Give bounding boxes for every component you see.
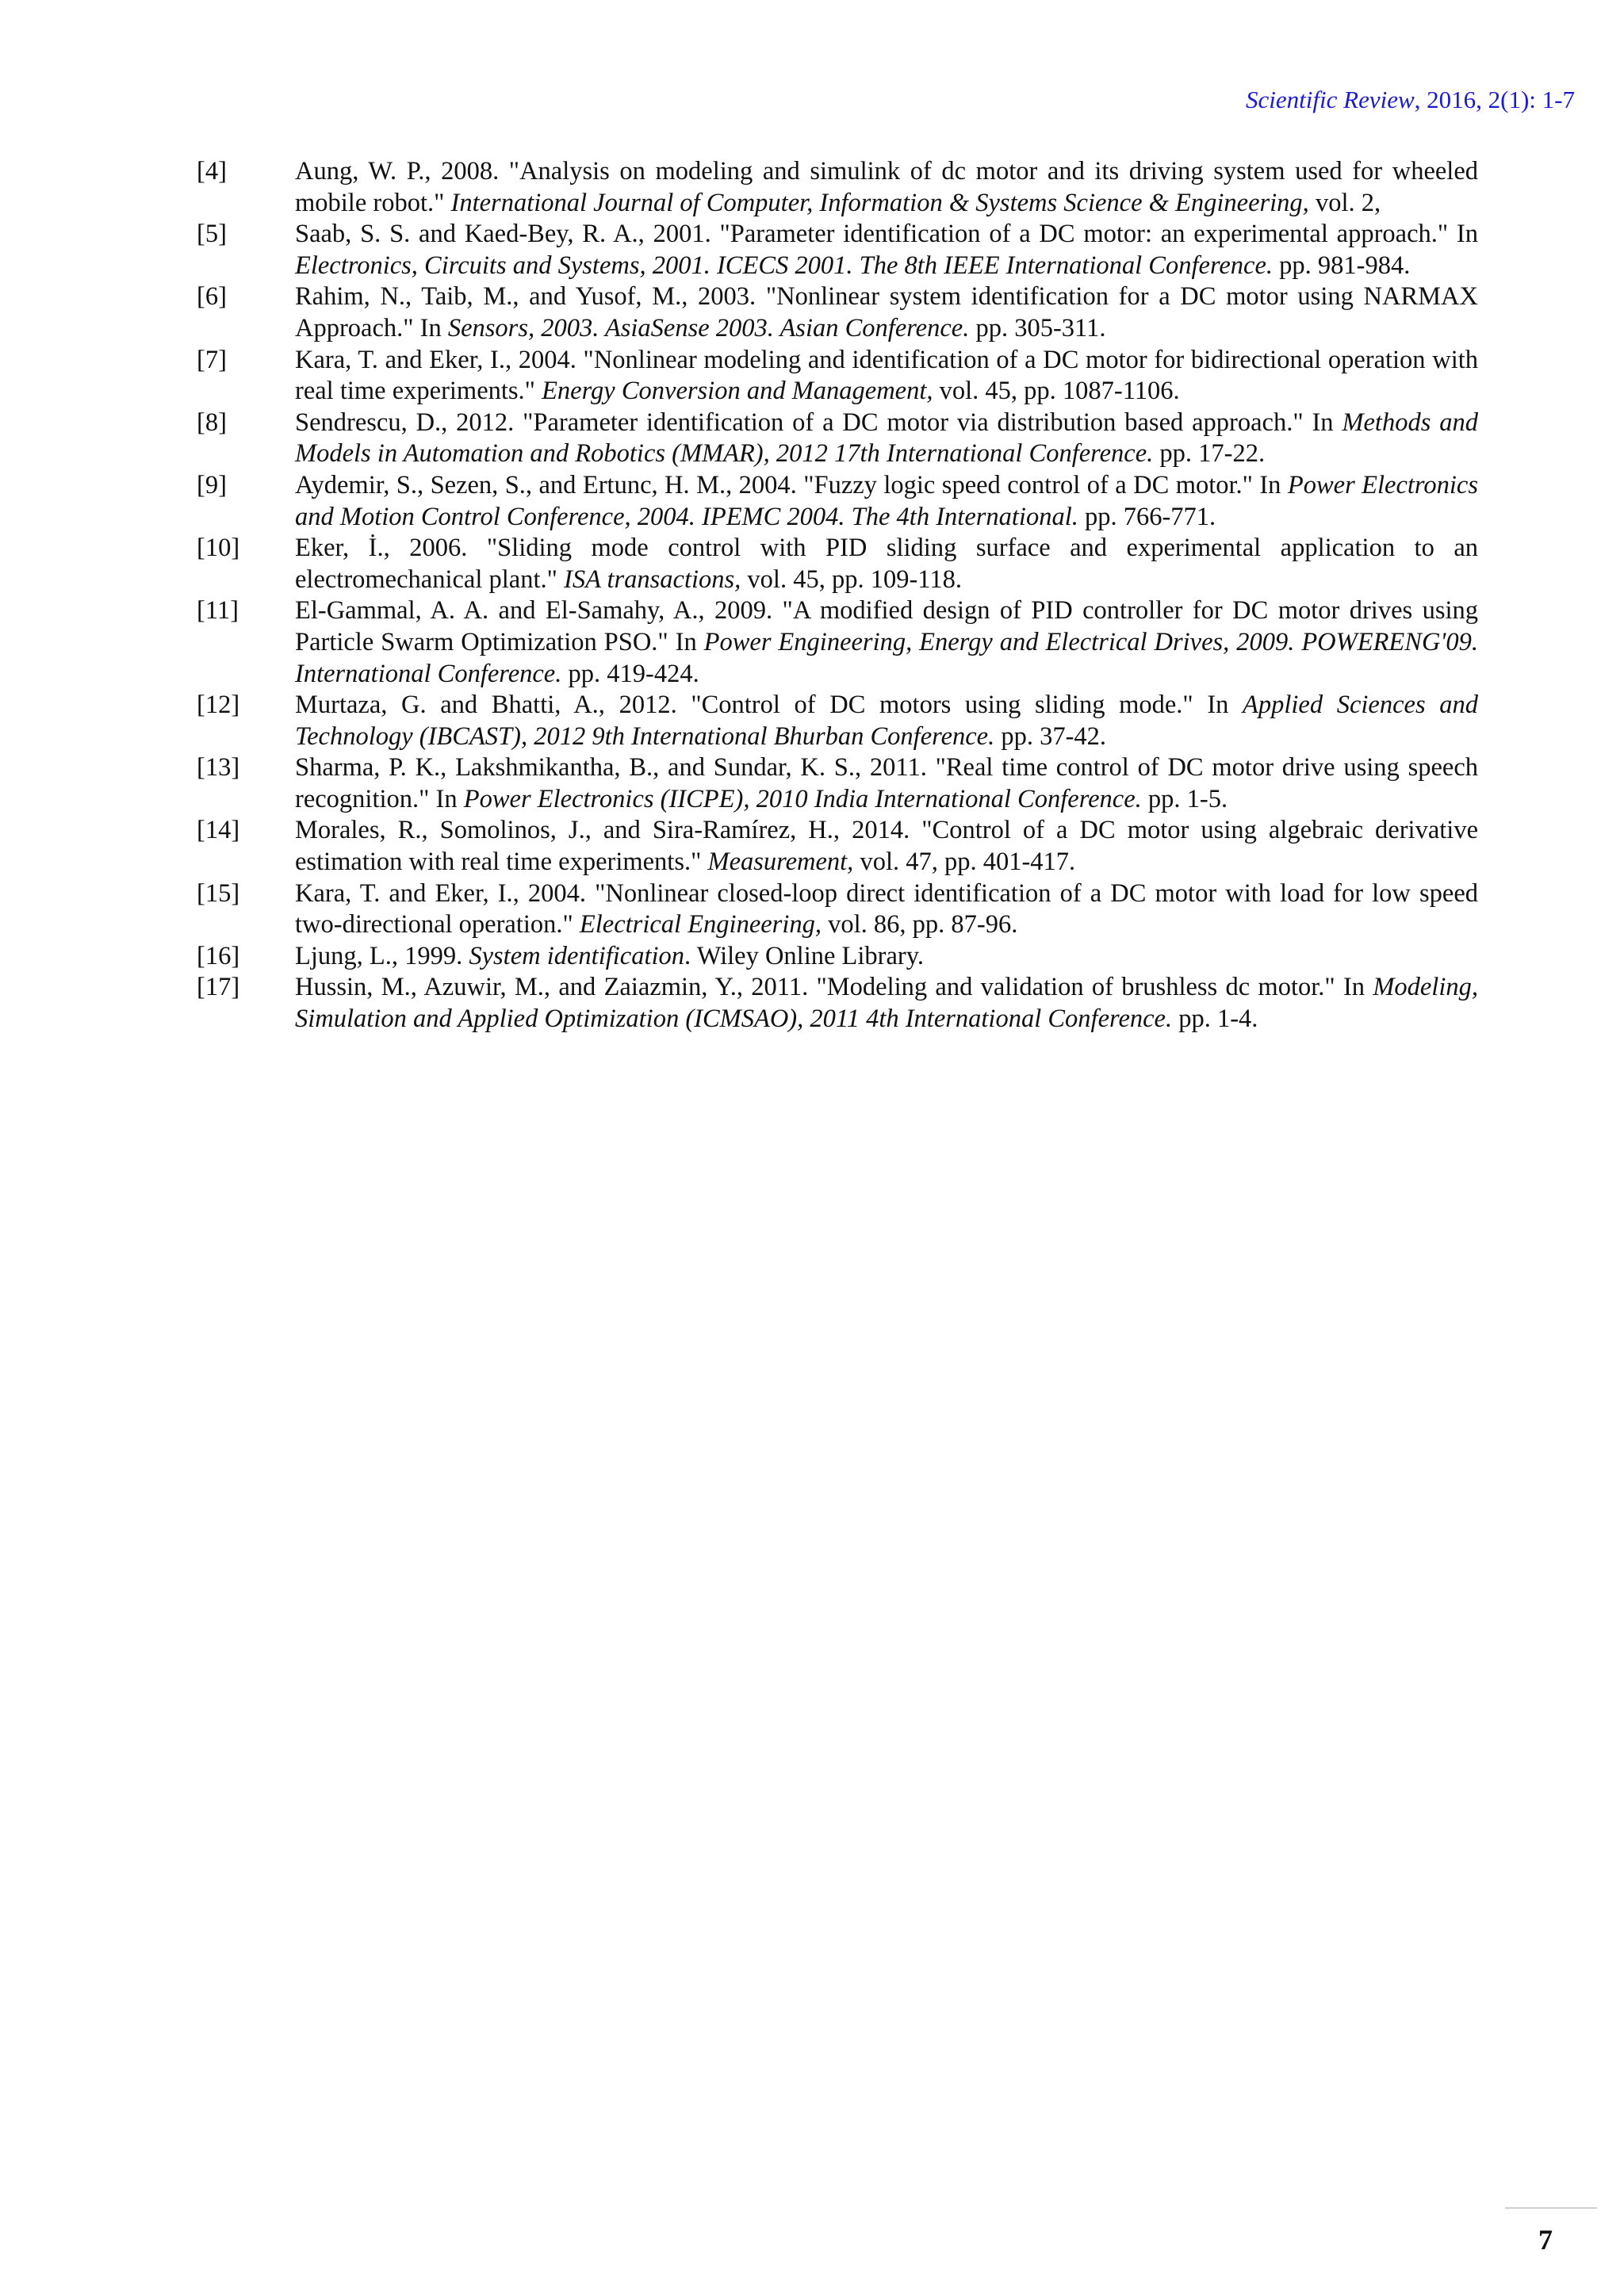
journal-issue: , 2016, 2(1): 1-7: [1414, 86, 1575, 113]
reference-source-title: Electronics, Circuits and Systems, 2001. ICECS 2001. The 8th IEEE International Conference.: [295, 251, 1274, 280]
reference-source-title: Sensors, 2003. AsiaSense 2003. Asian Conference.: [447, 313, 970, 342]
reference-text: [295, 815, 1478, 878]
reference-number: [12]: [197, 691, 240, 720]
reference-text: [295, 281, 1478, 344]
reference-source-title: Electrical Engineering,: [579, 910, 822, 939]
reference-text-segment: . Wiley Online Library.: [684, 941, 924, 970]
reference-text: [295, 533, 1478, 595]
reference-item: [197, 941, 1478, 973]
reference-item: [197, 470, 1478, 533]
reference-text-segment: pp. 1-4.: [1172, 1004, 1258, 1034]
reference-source-title: Power Electronics and Motion Control Conference, 2004. IPEMC 2004. The 4th International.: [295, 470, 1478, 531]
reference-text: [295, 408, 1478, 470]
reference-source-title: Energy Conversion and Management,: [542, 377, 933, 406]
reference-number: [16]: [197, 941, 240, 970]
reference-text-segment: Sharma, P. K., Lakshmikantha, B., and Sundar, K. S., 2011. "Real time control of DC motor drive using speech recognition." In: [295, 753, 1478, 813]
reference-text: [295, 219, 1478, 281]
reference-text-segment: pp. 981-984.: [1273, 251, 1411, 280]
reference-item: [197, 752, 1478, 815]
reference-item: [197, 219, 1478, 281]
reference-number: [5]: [197, 220, 227, 249]
reference-number: [13]: [197, 753, 240, 783]
reference-text-segment: pp. 17-22.: [1153, 439, 1266, 469]
reference-text-segment: vol. 2,: [1308, 188, 1381, 217]
reference-text: [295, 470, 1478, 533]
page-number: 7: [1538, 2224, 1553, 2256]
reference-source-title: Methods and Models in Automation and Robotics (MMAR), 2012 17th International Conference.: [295, 408, 1478, 469]
reference-number: [11]: [197, 596, 239, 626]
reference-text-segment: Hussin, M., Azuwir, M., and Zaiazmin, Y., 2011. "Modeling and validation of brushless dc motor." In: [295, 973, 1373, 1002]
reference-number: [10]: [197, 534, 240, 563]
reference-item: [197, 281, 1478, 344]
footer-divider: [1505, 2207, 1597, 2209]
reference-text: [295, 878, 1478, 941]
reference-number: [17]: [197, 973, 240, 1002]
reference-text: [295, 345, 1478, 408]
reference-list: [197, 156, 1478, 1035]
reference-text-segment: vol. 86, pp. 87-96.: [821, 910, 1018, 939]
reference-source-title: Power Electronics (IICPE), 2010 India International Conference.: [463, 784, 1142, 813]
reference-item: [197, 690, 1478, 752]
reference-text: [295, 595, 1478, 690]
reference-text-segment: Kara, T. and Eker, I., 2004. "Nonlinear closed-loop direct identification of a DC motor with load for low speed two-directional operation.": [295, 878, 1478, 939]
reference-number: [9]: [197, 470, 227, 499]
reference-number: [14]: [197, 816, 240, 845]
reference-item: [197, 533, 1478, 595]
reference-text-segment: Morales, R., Somolinos, J., and Sira-Ramírez, H., 2014. "Control of a DC motor using algebraic derivative estimation with real time experiments.": [295, 816, 1478, 877]
reference-number: [4]: [197, 157, 227, 186]
reference-text-segment: vol. 45, pp. 109-118.: [741, 564, 962, 594]
reference-text-segment: pp. 305-311.: [969, 313, 1106, 342]
reference-source-title: International Journal of Computer, Information & Systems Science & Engineering,: [450, 188, 1309, 217]
reference-number: [15]: [197, 878, 240, 908]
reference-text-segment: pp. 37-42.: [994, 721, 1107, 751]
reference-number: [7]: [197, 345, 227, 374]
reference-item: [197, 972, 1478, 1035]
reference-text-segment: pp. 766-771.: [1078, 502, 1216, 531]
reference-item: [197, 878, 1478, 941]
reference-text: [295, 690, 1478, 752]
reference-text-segment: Rahim, N., Taib, M., and Yusof, M., 2003. "Nonlinear system identification for a DC motor using NARMAX Approach." In: [295, 282, 1478, 342]
reference-text: [295, 941, 1478, 973]
reference-text-segment: Saab, S. S. and Kaed-Bey, R. A., 2001. "Parameter identification of a DC motor: an experimental approach." In: [295, 220, 1478, 249]
reference-text-segment: Aung, W. P., 2008. "Analysis on modeling and simulink of dc motor and its driving system used for wheeled mobile robot.": [295, 157, 1478, 217]
reference-text-segment: Ljung, L., 1999.: [295, 941, 469, 970]
reference-item: [197, 408, 1478, 470]
reference-item: [197, 595, 1478, 690]
reference-source-title: Measurement,: [707, 848, 854, 877]
reference-number: [6]: [197, 282, 227, 312]
reference-source-title: ISA transactions,: [564, 564, 741, 594]
reference-text-segment: pp. 1-5.: [1141, 784, 1228, 813]
reference-text-segment: Aydemir, S., Sezen, S., and Ertunc, H. M., 2004. "Fuzzy logic speed control of a DC motor." In: [295, 470, 1288, 499]
reference-source-title: Modeling, Simulation and Applied Optimization (ICMSAO), 2011 4th International Conference.: [295, 973, 1478, 1034]
running-header: [1246, 86, 1575, 114]
reference-source-title: System identification: [469, 941, 685, 970]
reference-text-segment: Sendrescu, D., 2012. "Parameter identification of a DC motor via distribution based approach." In: [295, 408, 1342, 437]
reference-text: [295, 752, 1478, 815]
reference-item: [197, 156, 1478, 219]
reference-text-segment: vol. 45, pp. 1087-1106.: [933, 377, 1180, 406]
reference-text: [295, 156, 1478, 219]
journal-name: Scientific Review: [1246, 86, 1415, 113]
reference-text-segment: Eker, İ., 2006. "Sliding mode control with PID sliding surface and experimental application to an electromechanical plant.": [295, 534, 1478, 594]
reference-text-segment: pp. 419-424.: [561, 659, 699, 688]
reference-text-segment: vol. 47, pp. 401-417.: [853, 848, 1076, 877]
reference-text-segment: El-Gammal, A. A. and El-Samahy, A., 2009. "A modified design of PID controller for DC motor drives using Particle Swarm Optimization PSO." In: [295, 596, 1478, 656]
reference-item: [197, 815, 1478, 878]
reference-item: [197, 345, 1478, 408]
reference-text-segment: Kara, T. and Eker, I., 2004. "Nonlinear modeling and identification of a DC motor for bidirectional operation with real time experiments.": [295, 345, 1478, 406]
reference-text: [295, 972, 1478, 1035]
reference-source-title: Applied Sciences and Technology (IBCAST), 2012 9th International Bhurban Conference.: [295, 691, 1478, 751]
reference-text-segment: Murtaza, G. and Bhatti, A., 2012. "Control of DC motors using sliding mode." In: [295, 691, 1243, 720]
reference-source-title: Power Engineering, Energy and Electrical Drives, 2009. POWERENG'09. International Conference.: [295, 627, 1478, 688]
reference-number: [8]: [197, 408, 227, 437]
